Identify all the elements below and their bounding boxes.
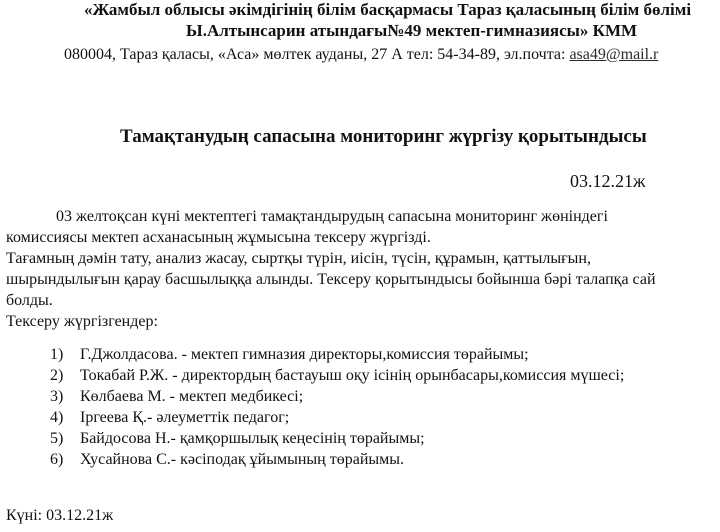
- list-item-text: Байдосова Н.- қамқоршылық кеңесінің төрайымы;: [80, 430, 425, 447]
- header-organization-line2: Ы.Алтынсарин атындағы№49 мектеп-гимназиясы» КММ: [186, 21, 638, 40]
- list-item-text: Көлбаева М. - мектеп медбикесі;: [80, 388, 304, 405]
- document-body: [6, 206, 718, 332]
- paragraph2-line3: болды.: [6, 292, 53, 309]
- list-item-text: Іргеева Қ.- әлеуметтік педагог;: [80, 409, 290, 426]
- list-item: [50, 344, 624, 365]
- list-item: [50, 365, 624, 386]
- header-address: [64, 45, 658, 65]
- list-item-number: 2): [50, 367, 64, 384]
- email-link[interactable]: asa49@mail.r: [569, 46, 659, 63]
- header-organization-line1: «Жамбыл облысы әкімдігінің білім басқармасы Тараз қаласының білім бөлімі: [84, 0, 692, 19]
- list-item-number: 5): [50, 430, 64, 447]
- document-title: Тамақтанудың сапасына мониторинг жүргізу қорытындысы: [120, 126, 647, 147]
- inspectors-label: Тексеру жүргізгендер:: [6, 313, 158, 330]
- paragraph1-line2: комиссиясы мектеп асханасының жұмысына тексеру жүргізді.: [6, 229, 431, 246]
- inspectors-list: [50, 344, 624, 470]
- list-item-number: 4): [50, 409, 64, 426]
- footer-date: Күні: 03.12.21ж: [6, 507, 114, 524]
- list-item: [50, 428, 624, 449]
- paragraph2-line1: Тағамның дәмін тату, анализ жасау, сыртқы түрін, иісін, түсін, құрамын, қаттылығын,: [6, 250, 591, 267]
- list-item-text: Г.Джолдасова. - мектеп гимназия директоры,комиссия төрайымы;: [80, 346, 529, 363]
- list-item-number: 6): [50, 451, 64, 468]
- list-item-text: Хусайнова С.- кәсіподақ ұйымының төрайымы.: [80, 451, 404, 468]
- address-text: 080004, Тараз қаласы, «Аса» мөлтек ауданы, 27 А тел: 54-34-89, эл.почта:: [64, 46, 570, 63]
- paragraph2-line2: шырындылығын қарау басшылыққа алынды. Тексеру қорытындысы бойынша бәрі талапқа сай: [6, 271, 656, 288]
- list-item: [50, 407, 624, 428]
- list-item: [50, 386, 624, 407]
- document-date: 03.12.21ж: [570, 171, 646, 191]
- list-item-text: Токабай Р.Ж. - директордың бастауыш оқу ісінің орынбасары,комиссия мүшесі;: [80, 367, 625, 384]
- list-item-number: 1): [50, 346, 64, 363]
- list-item-number: 3): [50, 388, 64, 405]
- list-item: [50, 449, 624, 470]
- paragraph1-line1: 03 желтоқсан күні мектептегі тамақтандырудың сапасына мониторинг жөніндегі: [56, 208, 608, 225]
